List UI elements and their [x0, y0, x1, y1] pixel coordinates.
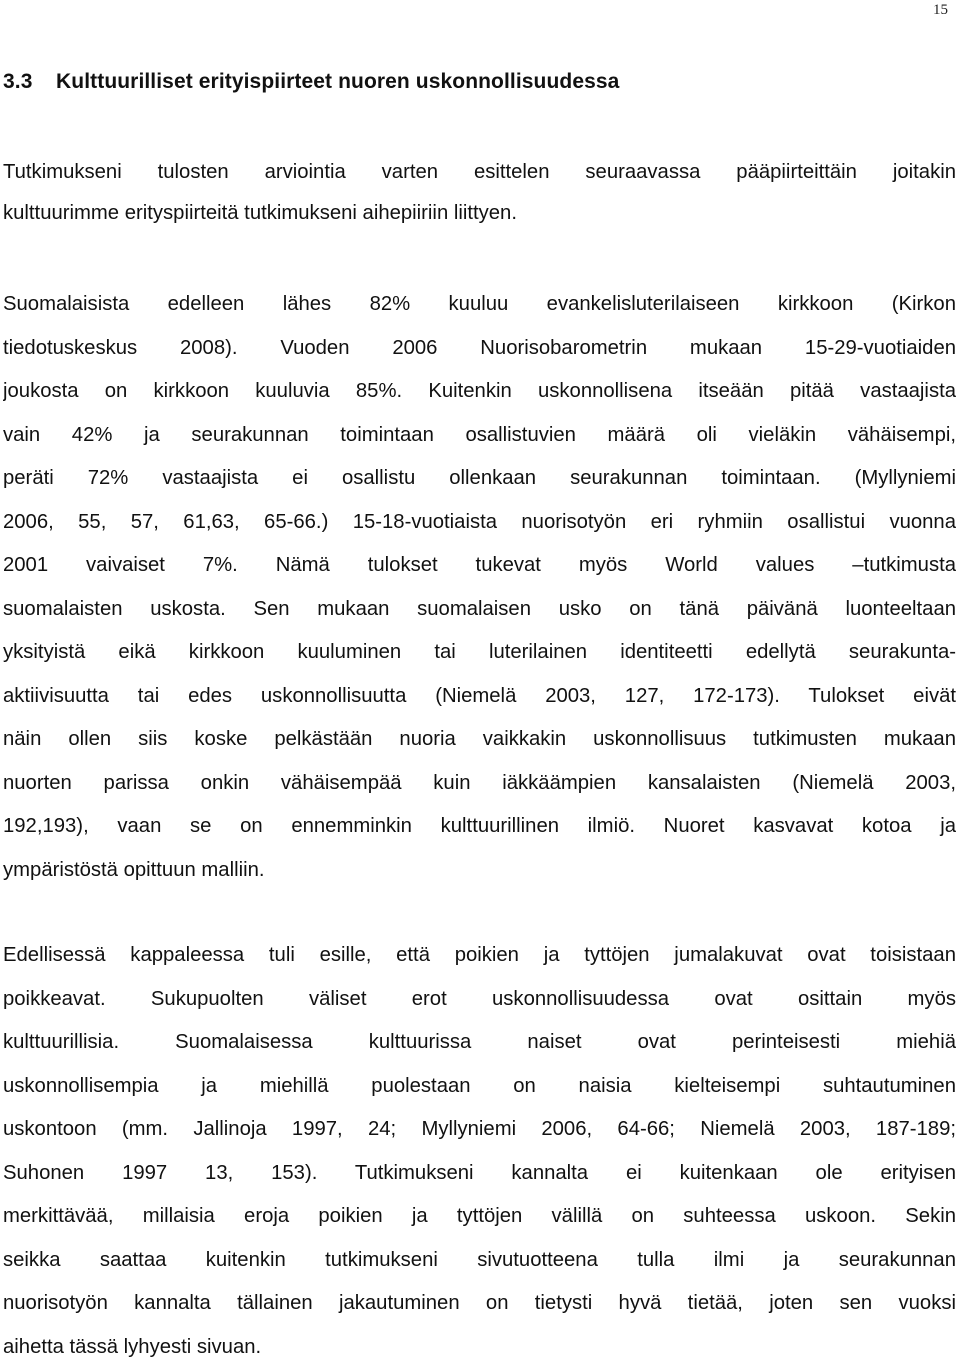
paragraph-line: 2006, 55, 57, 61,63, 65-66.) 15-18-vuotiaista nuorisotyön eri ryhmiin osallistui vuonna [3, 501, 956, 545]
paragraph-line: nuorten parissa onkin vähäisempää kuin iäkkäämpien kansalaisten (Niemelä 2003, [3, 762, 956, 806]
paragraph-line: seikka saattaa kuitenkin tutkimukseni sivutuotteena tulla ilmi ja seurakunnan [3, 1239, 956, 1283]
paragraph-line: 2001 vaivaiset 7%. Nämä tulokset tukevat myös World values –tutkimusta [3, 544, 956, 588]
section-title: Kulttuurilliset erityispiirteet nuoren uskonnollisuudessa [56, 70, 619, 93]
paragraph-church-membership [3, 283, 956, 892]
paragraph-line: kulttuurimme erityspiirteitä tutkimukseni aihepiiriin liittyen. [3, 193, 956, 234]
paragraph-line: suomalaisten uskosta. Sen mukaan suomalaisen usko on tänä päivänä luonteeltaan [3, 588, 956, 632]
paragraph-line: aktiivisuutta tai edes uskonnollisuutta (Niemelä 2003, 127, 172-173). Tulokset eivät [3, 675, 956, 719]
paragraph-line: peräti 72% vastaajista ei osallistu ollenkaan seurakunnan toimintaan. (Myllyniemi [3, 457, 956, 501]
paragraph-line: 192,193), vaan se on ennemminkin kulttuurillinen ilmiö. Nuoret kasvavat kotoa ja [3, 805, 956, 849]
paragraph-line: Tutkimukseni tulosten arviointia varten esittelen seuraavassa pääpiirteittäin joitakin [3, 152, 956, 193]
paragraph-line: joukosta on kirkkoon kuuluvia 85%. Kuitenkin uskonnollisena itseään pitää vastaajista [3, 370, 956, 414]
section-number: 3.3 [3, 70, 56, 94]
paragraph-line: merkittävää, millaisia eroja poikien ja tyttöjen välillä on suhteessa uskoon. Sekin [3, 1195, 956, 1239]
paragraph-line: uskontoon (mm. Jallinoja 1997, 24; Myllyniemi 2006, 64-66; Niemelä 2003, 187-189; [3, 1108, 956, 1152]
section-heading [3, 70, 619, 94]
paragraph-line: poikkeavat. Sukupuolten väliset erot uskonnollisuudessa ovat osittain myös [3, 978, 956, 1022]
paragraph-line: yksityistä eikä kirkkoon kuuluminen tai luterilainen identiteetti edellytä seurakunta- [3, 631, 956, 675]
paragraph-line: näin ollen siis koske pelkästään nuoria vaikkakin uskonnollisuus tutkimusten mukaan [3, 718, 956, 762]
paragraph-intro [3, 152, 956, 233]
paragraph-gender-differences [3, 934, 956, 1369]
page-number: 15 [933, 2, 948, 19]
paragraph-line: vain 42% ja seurakunnan toimintaan osallistuvien määrä oli vieläkin vähäisempi, [3, 414, 956, 458]
paragraph-line: nuorisotyön kannalta tällainen jakautuminen on tietysti hyvä tietää, joten sen vuoksi [3, 1282, 956, 1326]
paragraph-line: Suhonen 1997 13, 153). Tutkimukseni kannalta ei kuitenkaan ole erityisen [3, 1152, 956, 1196]
paragraph-line: uskonnollisempia ja miehillä puolestaan on naisia kielteisempi suhtautuminen [3, 1065, 956, 1109]
paragraph-line: tiedotuskeskus 2008). Vuoden 2006 Nuorisobarometrin mukaan 15-29-vuotiaiden [3, 327, 956, 371]
paragraph-line: Suomalaisista edelleen lähes 82% kuuluu evankelisluterilaiseen kirkkoon (Kirkon [3, 283, 956, 327]
paragraph-line: kulttuurillisia. Suomalaisessa kulttuurissa naiset ovat perinteisesti miehiä [3, 1021, 956, 1065]
paragraph-line: Edellisessä kappaleessa tuli esille, että poikien ja tyttöjen jumalakuvat ovat toisistaan [3, 934, 956, 978]
paragraph-line: ympäristöstä opittuun malliin. [3, 849, 956, 893]
paragraph-line: aihetta tässä lyhyesti sivuan. [3, 1326, 956, 1369]
